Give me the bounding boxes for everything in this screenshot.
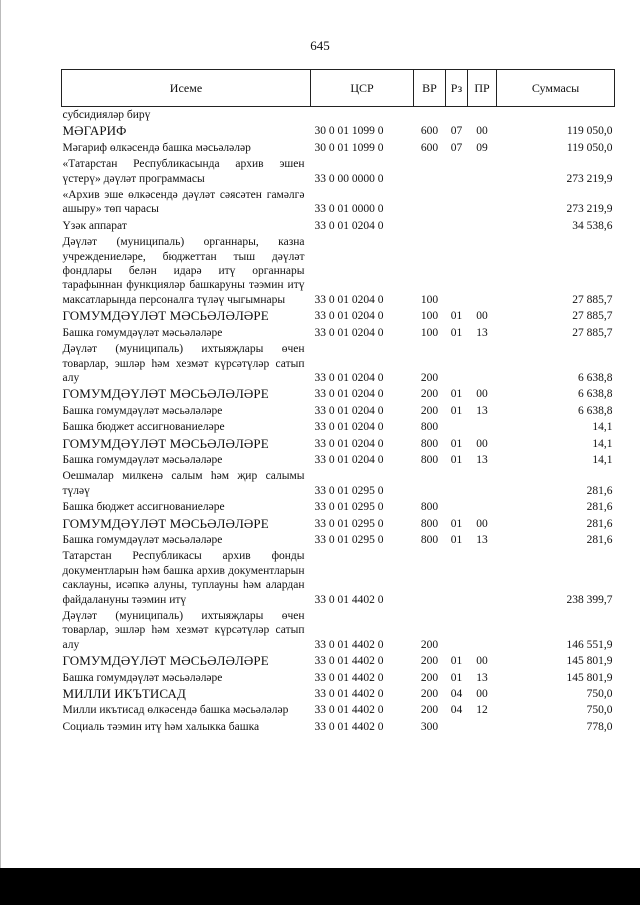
cell-vr: 800 [420,421,439,434]
cell-vr: 100 [420,326,439,339]
cell-vr: 300 [420,720,439,733]
cell-name: субсидияләр бирү [62,109,151,121]
cell-name: Үзәк аппарат [62,219,127,232]
cell-name: Башка бюджет ассигнованиеләре [62,421,225,434]
cell-vr: 100 [420,310,439,323]
cell-vr: 800 [420,437,439,450]
table-row [62,341,615,386]
cell-rz: 04 [450,704,463,717]
cell-csr: 33 0 01 0295 0 [314,484,384,497]
cell-sum: 14,1 [592,421,613,434]
cell-name: Оешмалар милкенә салым һәм җир салымы түләү [62,470,305,497]
cell-csr: 33 0 01 0204 0 [314,453,384,466]
cell-name: ГОМУМДӘҮЛӘТ МӘСЬӘЛӘЛӘРЕ [62,515,269,531]
cell-vr: 600 [420,125,439,138]
cell-rz: 01 [450,437,463,450]
cell-rz: 01 [450,671,463,684]
table-row [62,452,615,468]
cell-vr: 200 [420,371,439,384]
cell-pr: 13 [476,671,488,684]
cell-vr: 200 [420,655,439,668]
cell-name: Дәүләт (муниципаль) ихтыяҗлары өчен товарлар, эшләр һәм хезмәт күрсәтүләр сатып алу [62,610,305,651]
cell-name: Мәгариф өлкәсендә башка мәсьәләләр [62,141,251,154]
cell-csr: 33 0 01 0204 0 [314,293,384,306]
cell-pr: 13 [476,533,488,546]
cell-csr: 33 0 01 0204 0 [314,421,384,434]
cell-csr: 33 0 01 4402 0 [314,720,384,733]
cell-pr [468,234,497,308]
table-row [62,499,615,515]
cell-csr: 33 0 01 4402 0 [314,655,384,668]
cell-rz: 01 [450,655,463,668]
table-row [62,686,615,702]
cell-pr: 13 [476,404,488,417]
table-row [62,516,615,532]
cell-name: Дәүләт (муниципаль) органнары, казна учреждениеләре, бюджеттан тыш дәүләт фондлары белән идарә итү органнары тарафыннан функцияләр башкаруны тәэмин итү максатларында персоналга түләү чыгымнары [62,236,305,306]
cell-vr [414,218,446,234]
page-number: 645 [310,38,330,53]
cell-rz [446,234,468,308]
cell-vr: 800 [420,501,439,514]
column-header-csr: ЦСР [311,70,414,107]
cell-rz: 01 [450,533,463,546]
cell-rz [446,218,468,234]
cell-vr: 200 [420,704,439,717]
cell-sum: 145 801,9 [566,655,613,668]
cell-csr: 33 0 01 4402 0 [314,704,384,717]
column-header-pr: ПР [468,70,497,107]
cell-name: Татарстан Республикасы архив фонды документларын һәм башка архив документларын саклауны, исәпкә алуны, туплауны һәм алардан файдалануны тәэмин итү [62,550,305,606]
cell-sum: 34 538,6 [572,219,613,232]
cell-name: Дәүләт (муниципаль) ихтыяҗлары өчен товарлар, эшләр һәм хезмәт күрсәтүләр сатып алу [62,343,305,384]
cell-vr: 200 [420,404,439,417]
scan-bottom-bar [0,868,640,905]
cell-name: ГОМУМДӘҮЛӘТ МӘСЬӘЛӘЛӘРЕ [62,653,269,669]
table-row [62,653,615,669]
cell-vr [414,107,446,124]
cell-pr: 00 [476,310,488,323]
cell-name: «Татарстан Республикасында архив эшен үстерү» дәүләт программасы [62,158,305,185]
cell-csr: 33 0 01 0000 0 [314,203,384,216]
cell-pr [468,548,497,608]
table-row [62,234,615,308]
cell-csr: 33 0 01 0295 0 [314,501,384,514]
cell-sum: 27 885,7 [572,293,613,306]
cell-pr [468,187,497,218]
cell-pr [468,468,497,499]
cell-pr: 00 [476,437,488,450]
table-row [62,436,615,452]
cell-rz: 01 [450,404,463,417]
cell-rz [446,187,468,218]
cell-rz: 01 [450,517,463,530]
cell-csr: 33 0 01 4402 0 [314,593,384,606]
cell-vr [414,156,446,187]
cell-sum: 750,0 [586,704,613,717]
cell-pr: 13 [476,453,488,466]
cell-csr: 33 0 01 0204 0 [314,310,384,323]
cell-pr [468,107,497,124]
cell-rz [446,419,468,435]
cell-name: ГОМУМДӘҮЛӘТ МӘСЬӘЛӘЛӘРЕ [62,386,269,402]
cell-rz: 07 [450,141,463,154]
cell-pr: 00 [476,517,488,530]
cell-name: «Архив эше өлкәсендә дәүләт сәясәтен гамәлгә ашыру» төп чарасы [62,189,305,216]
cell-sum: 119 050,0 [566,141,613,154]
cell-sum: 750,0 [586,688,613,701]
table-row [62,419,615,435]
table-body [62,107,615,736]
column-header-name: Исеме [62,70,311,107]
cell-csr: 33 0 01 0295 0 [314,517,384,530]
cell-pr [468,156,497,187]
cell-pr: 12 [476,704,488,717]
table-row [62,123,615,139]
cell-rz: 01 [450,326,463,339]
cell-pr [468,419,497,435]
cell-csr: 33 0 01 0204 0 [314,388,384,401]
table-header [62,70,615,107]
table-row [62,403,615,419]
table-row [62,670,615,686]
column-header-vr: ВР [414,70,446,107]
table-row [62,468,615,499]
table-row [62,719,615,735]
cell-sum: 14,1 [592,453,613,466]
cell-sum: 281,6 [586,533,613,546]
cell-name: ГОМУМДӘҮЛӘТ МӘСЬӘЛӘЛӘРЕ [62,308,269,324]
cell-sum: 27 885,7 [572,310,613,323]
cell-name: Башка гомумдәүләт мәсьәләләре [62,453,223,466]
cell-pr [468,499,497,515]
cell-rz [446,719,468,735]
budget-table-frame [61,69,614,735]
cell-name: Башка гомумдәүләт мәсьәләләре [62,326,223,339]
cell-sum: 6 638,8 [578,404,613,417]
table-row [62,702,615,718]
cell-sum [497,107,615,124]
cell-name: Башка гомумдәүләт мәсьәләләре [62,404,223,417]
cell-vr: 800 [420,533,439,546]
table-row [62,187,615,218]
scan-edge [0,0,1,868]
cell-vr [414,468,446,499]
table-row [62,218,615,234]
cell-rz: 01 [450,388,463,401]
cell-rz [446,608,468,653]
table-row [62,140,615,156]
cell-csr: 30 0 01 1099 0 [314,141,384,154]
cell-csr: 33 0 01 4402 0 [314,638,384,651]
cell-sum: 6 638,8 [578,388,613,401]
cell-csr: 33 0 01 4402 0 [314,671,384,684]
cell-vr: 800 [420,453,439,466]
column-header-sum: Суммасы [497,70,615,107]
column-header-rz: Рз [446,70,468,107]
cell-pr [468,608,497,653]
table-row [62,107,615,124]
cell-sum: 281,6 [586,517,613,530]
cell-csr: 33 0 01 0204 0 [314,404,384,417]
cell-name: Башка бюджет ассигнованиеләре [62,501,225,514]
cell-rz: 01 [450,310,463,323]
cell-csr: 33 0 01 0204 0 [314,326,384,339]
cell-vr: 200 [420,388,439,401]
cell-name: МИЛЛИ ИКЪТИСАД [62,686,186,702]
table-row [62,308,615,324]
cell-pr [468,341,497,386]
cell-rz: 01 [450,453,463,466]
cell-sum: 238 399,7 [566,593,613,606]
cell-sum: 273 219,9 [566,203,613,216]
cell-rz: 04 [450,688,463,701]
cell-name: Башка гомумдәүләт мәсьәләләре [62,533,223,546]
cell-vr: 200 [420,671,439,684]
cell-sum: 119 050,0 [566,125,613,138]
budget-table [61,69,615,735]
cell-name: Башка гомумдәүләт мәсьәләләре [62,671,223,684]
cell-pr: 13 [476,326,488,339]
cell-pr: 00 [476,688,488,701]
cell-name: ГОМУМДӘҮЛӘТ МӘСЬӘЛӘЛӘРЕ [62,435,269,451]
cell-sum: 145 801,9 [566,671,613,684]
cell-rz [446,548,468,608]
cell-csr: 33 0 01 0295 0 [314,533,384,546]
table-row [62,548,615,608]
cell-vr: 800 [420,517,439,530]
cell-pr: 00 [476,655,488,668]
cell-pr: 00 [476,388,488,401]
cell-sum: 27 885,7 [572,326,613,339]
cell-vr [414,548,446,608]
cell-pr [468,218,497,234]
cell-vr: 600 [420,141,439,154]
cell-name: Милли икътисад өлкәсендә башка мәсьәләләр [62,704,289,717]
cell-sum: 146 551,9 [566,638,613,651]
cell-vr: 200 [420,638,439,651]
cell-csr: 33 0 01 0204 0 [314,371,384,384]
cell-csr: 33 0 01 0204 0 [314,219,384,232]
cell-vr: 100 [420,293,439,306]
table-row [62,386,615,402]
cell-rz [446,468,468,499]
cell-pr: 09 [476,141,488,154]
cell-name: МӘГАРИФ [62,123,127,139]
cell-vr: 200 [420,688,439,701]
table-row [62,156,615,187]
table-row [62,325,615,341]
cell-csr: 30 0 01 1099 0 [314,125,384,138]
cell-csr [311,107,414,124]
cell-name: Социаль тәэмин итү һәм халыкка башка [62,720,260,733]
cell-sum: 778,0 [586,720,613,733]
table-row [62,532,615,548]
cell-pr: 00 [476,125,488,138]
cell-vr [414,187,446,218]
cell-rz: 07 [450,125,463,138]
cell-pr [468,719,497,735]
cell-rz [446,156,468,187]
cell-rz [446,499,468,515]
cell-rz [446,341,468,386]
cell-sum: 281,6 [586,484,613,497]
cell-rz [446,107,468,124]
table-row [62,608,615,653]
cell-sum: 281,6 [586,501,613,514]
cell-sum: 6 638,8 [578,371,613,384]
cell-sum: 273 219,9 [566,172,613,185]
cell-csr: 33 0 00 0000 0 [314,172,384,185]
cell-csr: 33 0 01 0204 0 [314,437,384,450]
cell-sum: 14,1 [592,437,613,450]
cell-csr: 33 0 01 4402 0 [314,688,384,701]
